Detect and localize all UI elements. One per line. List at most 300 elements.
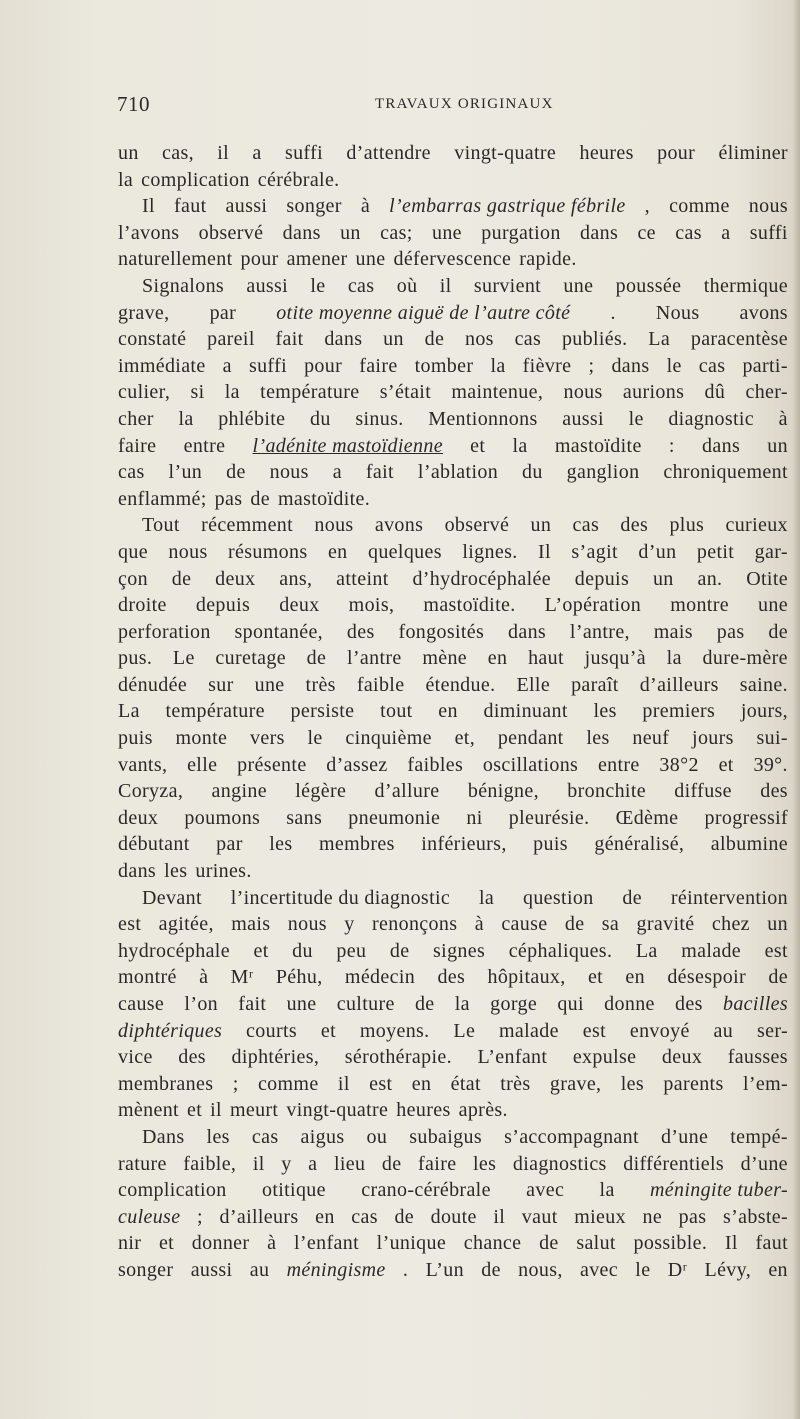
word: des <box>437 966 466 989</box>
word: et <box>470 434 486 457</box>
word: de <box>250 487 270 510</box>
word: et <box>718 753 734 776</box>
word: cause <box>118 993 165 1015</box>
text-line <box>118 964 788 991</box>
word: songer <box>286 195 342 218</box>
word: éliminer <box>718 142 788 164</box>
word: publiés. <box>561 328 628 351</box>
word: jours, <box>740 700 788 723</box>
word: an. <box>697 567 723 590</box>
word: débutant <box>118 833 190 856</box>
word: l’enfant <box>293 1232 359 1255</box>
word: d’attendre <box>346 142 431 164</box>
word: un <box>767 434 788 457</box>
word: fait <box>275 328 304 351</box>
page-number: 710 <box>117 92 150 116</box>
word: mastoïdite. <box>423 594 516 617</box>
word: hôpitaux, <box>487 966 566 989</box>
word: vice <box>118 1046 153 1069</box>
word: deux <box>279 594 320 617</box>
word: puis <box>118 727 153 750</box>
word: des <box>760 780 788 803</box>
word: très <box>500 1072 531 1095</box>
word: hydrocéphale <box>118 939 230 962</box>
word: gar- <box>754 540 788 563</box>
word: très <box>305 673 336 696</box>
word: y <box>344 913 355 936</box>
word: et <box>253 939 269 962</box>
word: Dans <box>142 1125 185 1148</box>
word: aussi <box>225 195 268 218</box>
word: pour <box>657 142 696 164</box>
text-line <box>118 1097 788 1124</box>
word: résumons <box>228 540 308 563</box>
text-line <box>118 246 788 273</box>
word: possible. <box>633 1232 708 1255</box>
word: çon <box>118 567 148 590</box>
word: montre <box>670 594 729 617</box>
word: les <box>473 1152 497 1175</box>
word: la <box>224 381 240 404</box>
word: les <box>269 833 293 856</box>
text-line <box>118 938 788 965</box>
word: des <box>346 620 375 643</box>
word: pneumonie <box>348 806 441 829</box>
word: mastoïdite <box>554 434 642 457</box>
word: malade <box>499 1019 559 1042</box>
word: mais <box>231 913 271 936</box>
word: diffuse <box>674 780 732 803</box>
word: dans <box>508 620 547 643</box>
word: agitée, <box>158 913 214 936</box>
word: réintervention <box>670 886 788 909</box>
word: faire <box>418 1152 457 1175</box>
text-line <box>118 566 788 593</box>
text-line <box>118 831 788 858</box>
word: chez <box>711 913 750 936</box>
word: nous <box>168 540 208 563</box>
word: cas <box>698 354 726 377</box>
word: comme <box>257 1072 319 1095</box>
word: expulse <box>572 1046 637 1069</box>
word: par <box>216 833 243 856</box>
word: renonçons <box>372 913 458 936</box>
page-edge-shadow <box>792 0 800 1419</box>
italic-word: méningite tuber- <box>650 1179 788 1202</box>
text-line <box>118 353 788 380</box>
word: il <box>252 1152 265 1175</box>
word: cérébrale. <box>257 168 340 191</box>
word: ; <box>197 1205 203 1228</box>
word: Le <box>453 1019 476 1042</box>
word: nos <box>464 328 494 351</box>
word: ; <box>232 1072 239 1095</box>
word: est <box>369 1072 393 1095</box>
word: et <box>186 1099 203 1122</box>
word: vants, <box>118 753 168 776</box>
word: pus. <box>118 647 153 670</box>
word: l’antre <box>346 647 402 670</box>
word: une <box>254 673 285 696</box>
word: l’on <box>184 993 219 1015</box>
word: une <box>563 274 594 297</box>
word: Mentionnons <box>428 407 538 430</box>
word: parti- <box>742 354 788 377</box>
word: d’assez <box>326 753 388 776</box>
word: nous <box>563 381 603 404</box>
word: d’ailleurs <box>639 673 719 696</box>
word: une <box>758 594 788 617</box>
word: avons <box>739 301 788 324</box>
word: est <box>118 913 142 936</box>
word: membranes <box>118 1072 214 1095</box>
word: la <box>512 434 528 457</box>
word: de <box>768 966 788 989</box>
word: et, <box>454 727 476 750</box>
word: température <box>165 700 265 723</box>
word: a <box>308 1152 318 1175</box>
word: cher <box>118 407 154 430</box>
word: poumons <box>184 806 261 829</box>
word: de <box>306 647 327 670</box>
word: sur <box>208 673 234 696</box>
word: vaut <box>521 1205 558 1228</box>
word: cas <box>514 328 542 351</box>
word: moyens. <box>359 1019 430 1042</box>
word: que <box>118 540 148 563</box>
italic-word: l’adénite mastoïdienne <box>252 434 443 457</box>
word: cas <box>572 514 600 537</box>
word: aussi <box>190 1258 233 1281</box>
word: heures <box>579 142 634 164</box>
text-line <box>118 1018 788 1045</box>
body-text <box>118 140 788 1284</box>
word: de <box>539 1232 559 1255</box>
word: d’une <box>660 1125 709 1148</box>
word: la <box>178 407 194 430</box>
italic-word: culeuse <box>118 1205 181 1228</box>
text-line <box>118 645 788 672</box>
word: ou <box>366 1125 388 1148</box>
word: dans <box>118 860 157 883</box>
word: après. <box>458 1099 508 1122</box>
word: faibles <box>407 753 464 776</box>
text-line <box>118 512 788 539</box>
text-line <box>118 273 788 300</box>
word: spontanée, <box>234 620 324 643</box>
word: dans <box>611 354 650 377</box>
word: dans <box>282 221 321 244</box>
word: d’un <box>638 540 677 563</box>
word: de <box>768 620 788 643</box>
running-head: TRAVAUX ORIGINAUX <box>375 96 554 112</box>
word: de <box>381 1152 402 1175</box>
word: : <box>668 434 675 457</box>
word: Lévy, <box>704 1258 752 1281</box>
text-line <box>118 379 788 406</box>
word: monte <box>175 727 228 750</box>
text-line <box>118 672 788 699</box>
text-line <box>118 220 788 247</box>
word: il <box>337 1072 350 1095</box>
word: otitique <box>261 1179 326 1202</box>
word: de <box>171 567 192 590</box>
word: présente <box>237 753 307 776</box>
page-header <box>112 92 792 120</box>
word: neuf <box>632 727 670 750</box>
word: cas <box>347 274 375 297</box>
word: généralisé, <box>594 833 685 856</box>
word: un <box>118 142 139 164</box>
italic-word: bacilles <box>722 993 788 1015</box>
word: ce <box>637 221 656 244</box>
word: Mʳ <box>230 966 254 989</box>
word: un <box>767 913 788 936</box>
italic-word: otite moyenne aiguë de l’autre côté <box>276 301 571 324</box>
word: faible <box>356 673 405 696</box>
word: Le <box>172 647 195 670</box>
word: progressif <box>704 806 788 829</box>
word: saine. <box>739 673 788 696</box>
word: il <box>217 142 230 164</box>
word: légère <box>295 780 347 803</box>
word: grave, <box>118 301 170 324</box>
word: faut <box>755 1232 788 1255</box>
word: nous <box>314 514 354 537</box>
word: aussi <box>246 274 289 297</box>
word: un <box>340 221 361 244</box>
word: à <box>474 913 484 936</box>
word: Nous <box>655 301 700 324</box>
word: . <box>610 301 616 324</box>
word: cas <box>675 221 702 244</box>
word: malade <box>681 939 742 962</box>
word: fait <box>238 993 267 1015</box>
word: naturellement <box>118 248 233 271</box>
word: dans <box>580 221 619 244</box>
word: en <box>315 1205 335 1228</box>
word: en <box>487 647 508 670</box>
word: Œdème <box>615 806 679 829</box>
word: pour <box>304 354 343 377</box>
word: un <box>383 328 404 351</box>
word: songer <box>118 1258 174 1281</box>
word: les <box>593 700 617 723</box>
word: pendant <box>497 727 564 750</box>
word: une <box>286 993 317 1015</box>
word: mènent <box>118 1099 179 1122</box>
word: subaigus <box>409 1125 483 1148</box>
word: gorge <box>490 993 538 1015</box>
word: faire <box>359 354 398 377</box>
text-line <box>118 1177 788 1204</box>
word: lieu <box>333 1152 366 1175</box>
word: dans <box>702 434 741 457</box>
word: L’un <box>425 1258 465 1281</box>
word: urines. <box>195 860 252 883</box>
word: diphtéries, <box>231 1046 320 1069</box>
word: mastoïdite. <box>277 487 371 510</box>
word: crano-cérébrale <box>361 1179 491 1202</box>
text-line <box>118 1151 788 1178</box>
word: paracentèse <box>690 328 788 351</box>
word: pas <box>716 620 745 643</box>
word: Il <box>724 1232 738 1255</box>
word: avons <box>374 514 424 537</box>
word: du <box>310 407 331 430</box>
word: de <box>394 1205 415 1228</box>
text-line <box>118 326 788 353</box>
word: au <box>713 1019 734 1042</box>
italic-word: l’embarras gastrique fébrile <box>389 195 626 218</box>
word: pas <box>678 1205 707 1228</box>
word: immédiate <box>118 354 206 377</box>
word: purgation <box>481 221 561 244</box>
word: deux <box>215 567 256 590</box>
word: état <box>450 1072 481 1095</box>
word: fait <box>365 461 394 484</box>
word: vingt-quatre <box>286 1099 389 1122</box>
text-line <box>118 858 788 885</box>
word: ser- <box>756 1019 788 1042</box>
word: premiers <box>642 700 716 723</box>
word: le <box>666 354 682 377</box>
text-line <box>118 991 788 1018</box>
word: mène <box>422 647 468 670</box>
word: l’incertitude du diagnostic <box>230 886 451 909</box>
word: l’unique <box>376 1232 447 1255</box>
word: de <box>564 913 585 936</box>
word: cause <box>501 913 548 936</box>
word: des <box>620 514 649 537</box>
word: nir <box>118 1232 142 1255</box>
word: les <box>164 860 188 883</box>
word: enflammé; <box>118 487 207 510</box>
word: chroniquement <box>663 461 788 484</box>
text-line <box>118 619 788 646</box>
word: La <box>635 939 658 962</box>
word: faut <box>173 195 207 218</box>
word: la <box>478 886 495 909</box>
word: elle <box>187 753 218 776</box>
word: de <box>414 993 435 1015</box>
word: en <box>625 966 645 989</box>
word: tomber <box>414 354 474 377</box>
word: température <box>260 381 360 404</box>
word: avec <box>579 1258 619 1281</box>
word: du <box>521 461 543 484</box>
word: en <box>768 1258 788 1281</box>
word: doute <box>430 1205 477 1228</box>
word: céphaliques. <box>508 939 613 962</box>
word: angine <box>211 780 267 803</box>
word: il <box>210 1099 222 1122</box>
word: aussi <box>562 407 604 430</box>
word: atteint <box>336 567 389 590</box>
word: en <box>438 700 458 723</box>
word: différentiels <box>623 1152 725 1175</box>
word: qui <box>557 993 584 1015</box>
word: perforation <box>118 620 211 643</box>
word: de <box>622 886 642 909</box>
word: cas; <box>380 221 413 244</box>
word: comme <box>669 195 730 218</box>
word: depuis <box>574 567 630 590</box>
word: culture <box>336 993 395 1015</box>
word: suffi <box>284 142 324 164</box>
word: Elle <box>516 673 551 696</box>
word: est <box>582 1019 606 1042</box>
word: L’enfant <box>477 1046 548 1069</box>
word: aigus <box>300 1125 345 1148</box>
word: maintenue, <box>451 381 544 404</box>
word: est <box>764 939 788 962</box>
word: récemment <box>201 514 294 537</box>
text-line <box>118 459 788 486</box>
word: le <box>310 274 326 297</box>
word: bronchite <box>567 780 646 803</box>
word: les <box>206 1125 230 1148</box>
word: dû <box>704 381 726 404</box>
word: Otite <box>746 567 788 590</box>
word: une <box>355 248 386 271</box>
word: envoyé <box>629 1019 690 1042</box>
word: s’abste- <box>722 1205 788 1228</box>
word: s’accompagnant <box>504 1125 639 1148</box>
word: des <box>178 1046 206 1069</box>
text-line <box>118 592 788 619</box>
word: désespoir <box>667 966 747 989</box>
word: cher- <box>745 381 788 404</box>
word: cas <box>351 1205 378 1228</box>
word: tempé- <box>730 1125 788 1148</box>
word: inférieurs, <box>421 833 507 856</box>
word: fongosités <box>398 620 485 643</box>
word: à <box>360 195 371 218</box>
word: suffi <box>248 354 287 377</box>
word: une <box>431 221 462 244</box>
word: il <box>439 274 452 297</box>
word: complication <box>118 1179 227 1202</box>
word: Devant <box>142 886 202 909</box>
word: étendue. <box>425 673 496 696</box>
text-line <box>118 1071 788 1098</box>
word: l’antre, <box>569 620 630 643</box>
text-line <box>118 433 788 460</box>
word: montré <box>118 966 177 989</box>
word: Il <box>142 195 155 218</box>
word: a <box>222 354 232 377</box>
word: nous <box>269 461 309 484</box>
word: l’em- <box>742 1072 788 1095</box>
word: et <box>320 1019 337 1042</box>
word: diagnostic <box>668 407 755 430</box>
word: paraît <box>571 673 619 696</box>
word: 38°2 <box>659 753 699 776</box>
word: persiste <box>290 700 355 723</box>
word: mieux <box>574 1205 626 1228</box>
word: médecin <box>344 966 416 989</box>
word: quelques <box>367 540 442 563</box>
word: cas, <box>162 142 194 164</box>
text-line <box>118 1044 788 1071</box>
word: la <box>454 993 470 1015</box>
word: poussée <box>615 274 682 297</box>
word: à <box>267 1232 277 1255</box>
word: Tout <box>142 514 180 537</box>
word: heures <box>396 1099 451 1122</box>
word: vers <box>250 727 285 750</box>
